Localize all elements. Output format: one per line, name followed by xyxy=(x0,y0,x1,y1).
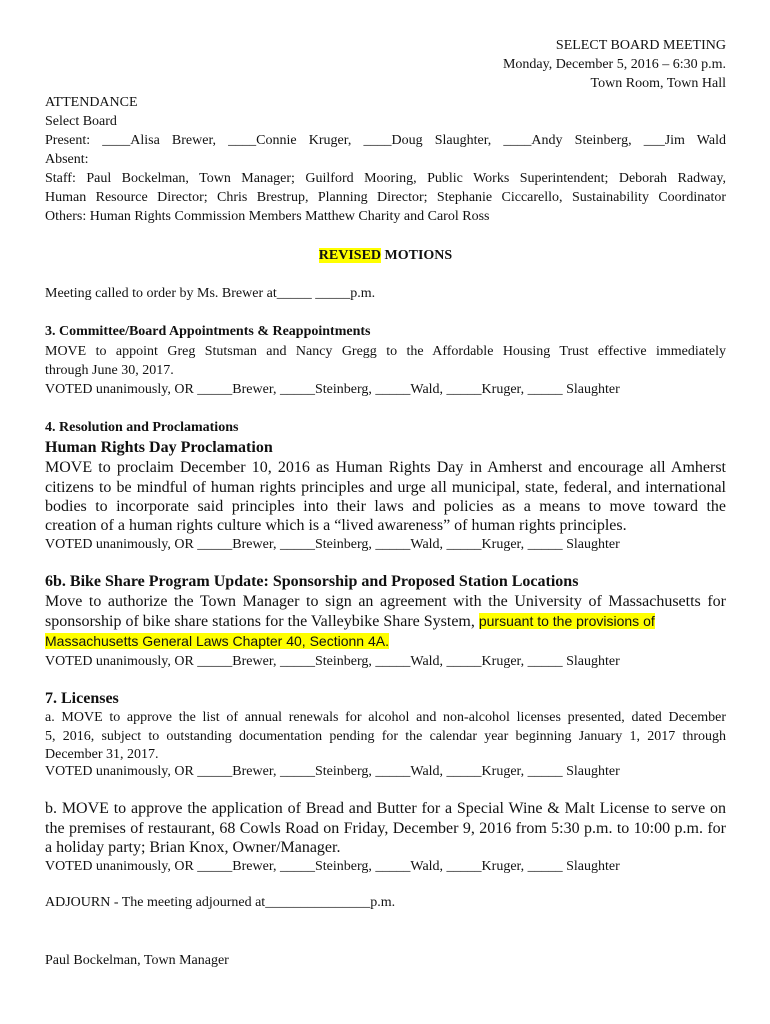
meeting-date: Monday, December 5, 2016 – 6:30 p.m. xyxy=(502,57,726,72)
staff-line-1: Staff: Paul Bockelman, Town Manager; Guilford Mooring, Public Works Superintendent; Deborah Radway, xyxy=(45,171,726,186)
section-7a-line-2: 5, 2016, subject to outstanding documentation pending for the calendar year beginning January 1, 2017 through xyxy=(45,729,726,744)
attendance-heading: ATTENDANCE xyxy=(45,95,138,110)
section-6b-highlight-1: pursuant to the provisions of xyxy=(478,613,655,629)
section-4-line-1: MOVE to proclaim December 10, 2016 as Human Rights Day in Amherst and encourage all Amherst xyxy=(45,459,726,476)
section-4-line-4: creation of a human rights culture which is a “lived awareness” of human rights principles. xyxy=(45,517,627,534)
section-6b-heading: 6b. Bike Share Program Update: Sponsorship and Proposed Station Locations xyxy=(45,573,579,590)
section-6b-vote: VOTED unanimously, OR _____Brewer, _____Steinberg, _____Wald, _____Kruger, _____ Slaughter xyxy=(45,654,620,669)
staff-line-2: Human Resource Director; Chris Brestrup, Planning Director; Stephanie Ciccarello, Sustainability Coordinator xyxy=(45,190,726,205)
section-7b-line-1: b. MOVE to approve the application of Bread and Butter for a Special Wine & Malt License to serve on xyxy=(45,800,726,817)
section-4-heading: 4. Resolution and Proclamations xyxy=(45,420,239,435)
section-3-heading: 3. Committee/Board Appointments & Reappointments xyxy=(45,324,371,339)
board-label: Select Board xyxy=(45,114,117,129)
section-7a-vote: VOTED unanimously, OR _____Brewer, _____Steinberg, _____Wald, _____Kruger, _____ Slaughter xyxy=(45,764,620,779)
section-7-heading: 7. Licenses xyxy=(45,690,119,707)
section-6b-line-1: Move to authorize the Town Manager to sign an agreement with the University of Massachusetts for xyxy=(45,593,726,610)
section-3-vote: VOTED unanimously, OR _____Brewer, _____Steinberg, _____Wald, _____Kruger, _____ Slaughter xyxy=(45,382,620,397)
present-line: Present: ____Alisa Brewer, ____Connie Kruger, ____Doug Slaughter, ____Andy Steinberg, ___Jim Wald xyxy=(45,133,726,148)
call-to-order: Meeting called to order by Ms. Brewer at_____ _____p.m. xyxy=(45,286,376,301)
section-7b-vote: VOTED unanimously, OR _____Brewer, _____Steinberg, _____Wald, _____Kruger, _____ Slaughter xyxy=(45,859,620,874)
section-4-line-3: bodies to incorporate said principles into their laws and policies as a means to move toward the xyxy=(45,498,726,515)
revised-motions-heading xyxy=(45,246,726,265)
section-7b-line-3: a holiday party; Brian Knox, Owner/Manager. xyxy=(45,839,341,856)
adjourn-line: ADJOURN - The meeting adjourned at_______________p.m. xyxy=(45,895,396,910)
section-6b-line-3 xyxy=(45,631,726,653)
section-7a-line-1: a. MOVE to approve the list of annual renewals for alcohol and non-alcohol licenses presented, dated December xyxy=(45,710,726,725)
revised-highlight: REVISED xyxy=(318,248,382,263)
others-line: Others: Human Rights Commission Members Matthew Charity and Carol Ross xyxy=(45,209,490,224)
section-4-vote: VOTED unanimously, OR _____Brewer, _____Steinberg, _____Wald, _____Kruger, _____ Slaughter xyxy=(45,537,620,552)
motions-label: MOTIONS xyxy=(381,248,453,263)
section-6b-line-2-text: sponsorship of bike share stations for the Valleybike Share System, xyxy=(45,613,479,630)
section-6b-line-2 xyxy=(45,611,726,632)
signature-line: Paul Bockelman, Town Manager xyxy=(45,953,229,968)
section-7a-line-3: December 31, 2017. xyxy=(45,747,159,762)
meeting-title: SELECT BOARD MEETING xyxy=(555,38,726,53)
section-6b-highlight-2: Massachusetts General Laws Chapter 40, Sectionn 4A. xyxy=(45,633,389,649)
section-4-line-2: citizens to be mindful of human rights principles and urge all municipal, state, federal, and international xyxy=(45,479,726,496)
section-3-line-1: MOVE to appoint Greg Stutsman and Nancy Gregg to the Affordable Housing Trust effective immediately xyxy=(45,344,726,359)
section-4-subheading: Human Rights Day Proclamation xyxy=(45,439,273,456)
meeting-location: Town Room, Town Hall xyxy=(590,76,726,91)
section-7b-line-2: the premises of restaurant, 68 Cowls Road on Friday, December 9, 2016 from 5:30 p.m. to 10:00 p.m. for xyxy=(45,820,726,837)
absent-line: Absent: xyxy=(45,152,89,167)
section-3-line-2: through June 30, 2017. xyxy=(45,363,174,378)
